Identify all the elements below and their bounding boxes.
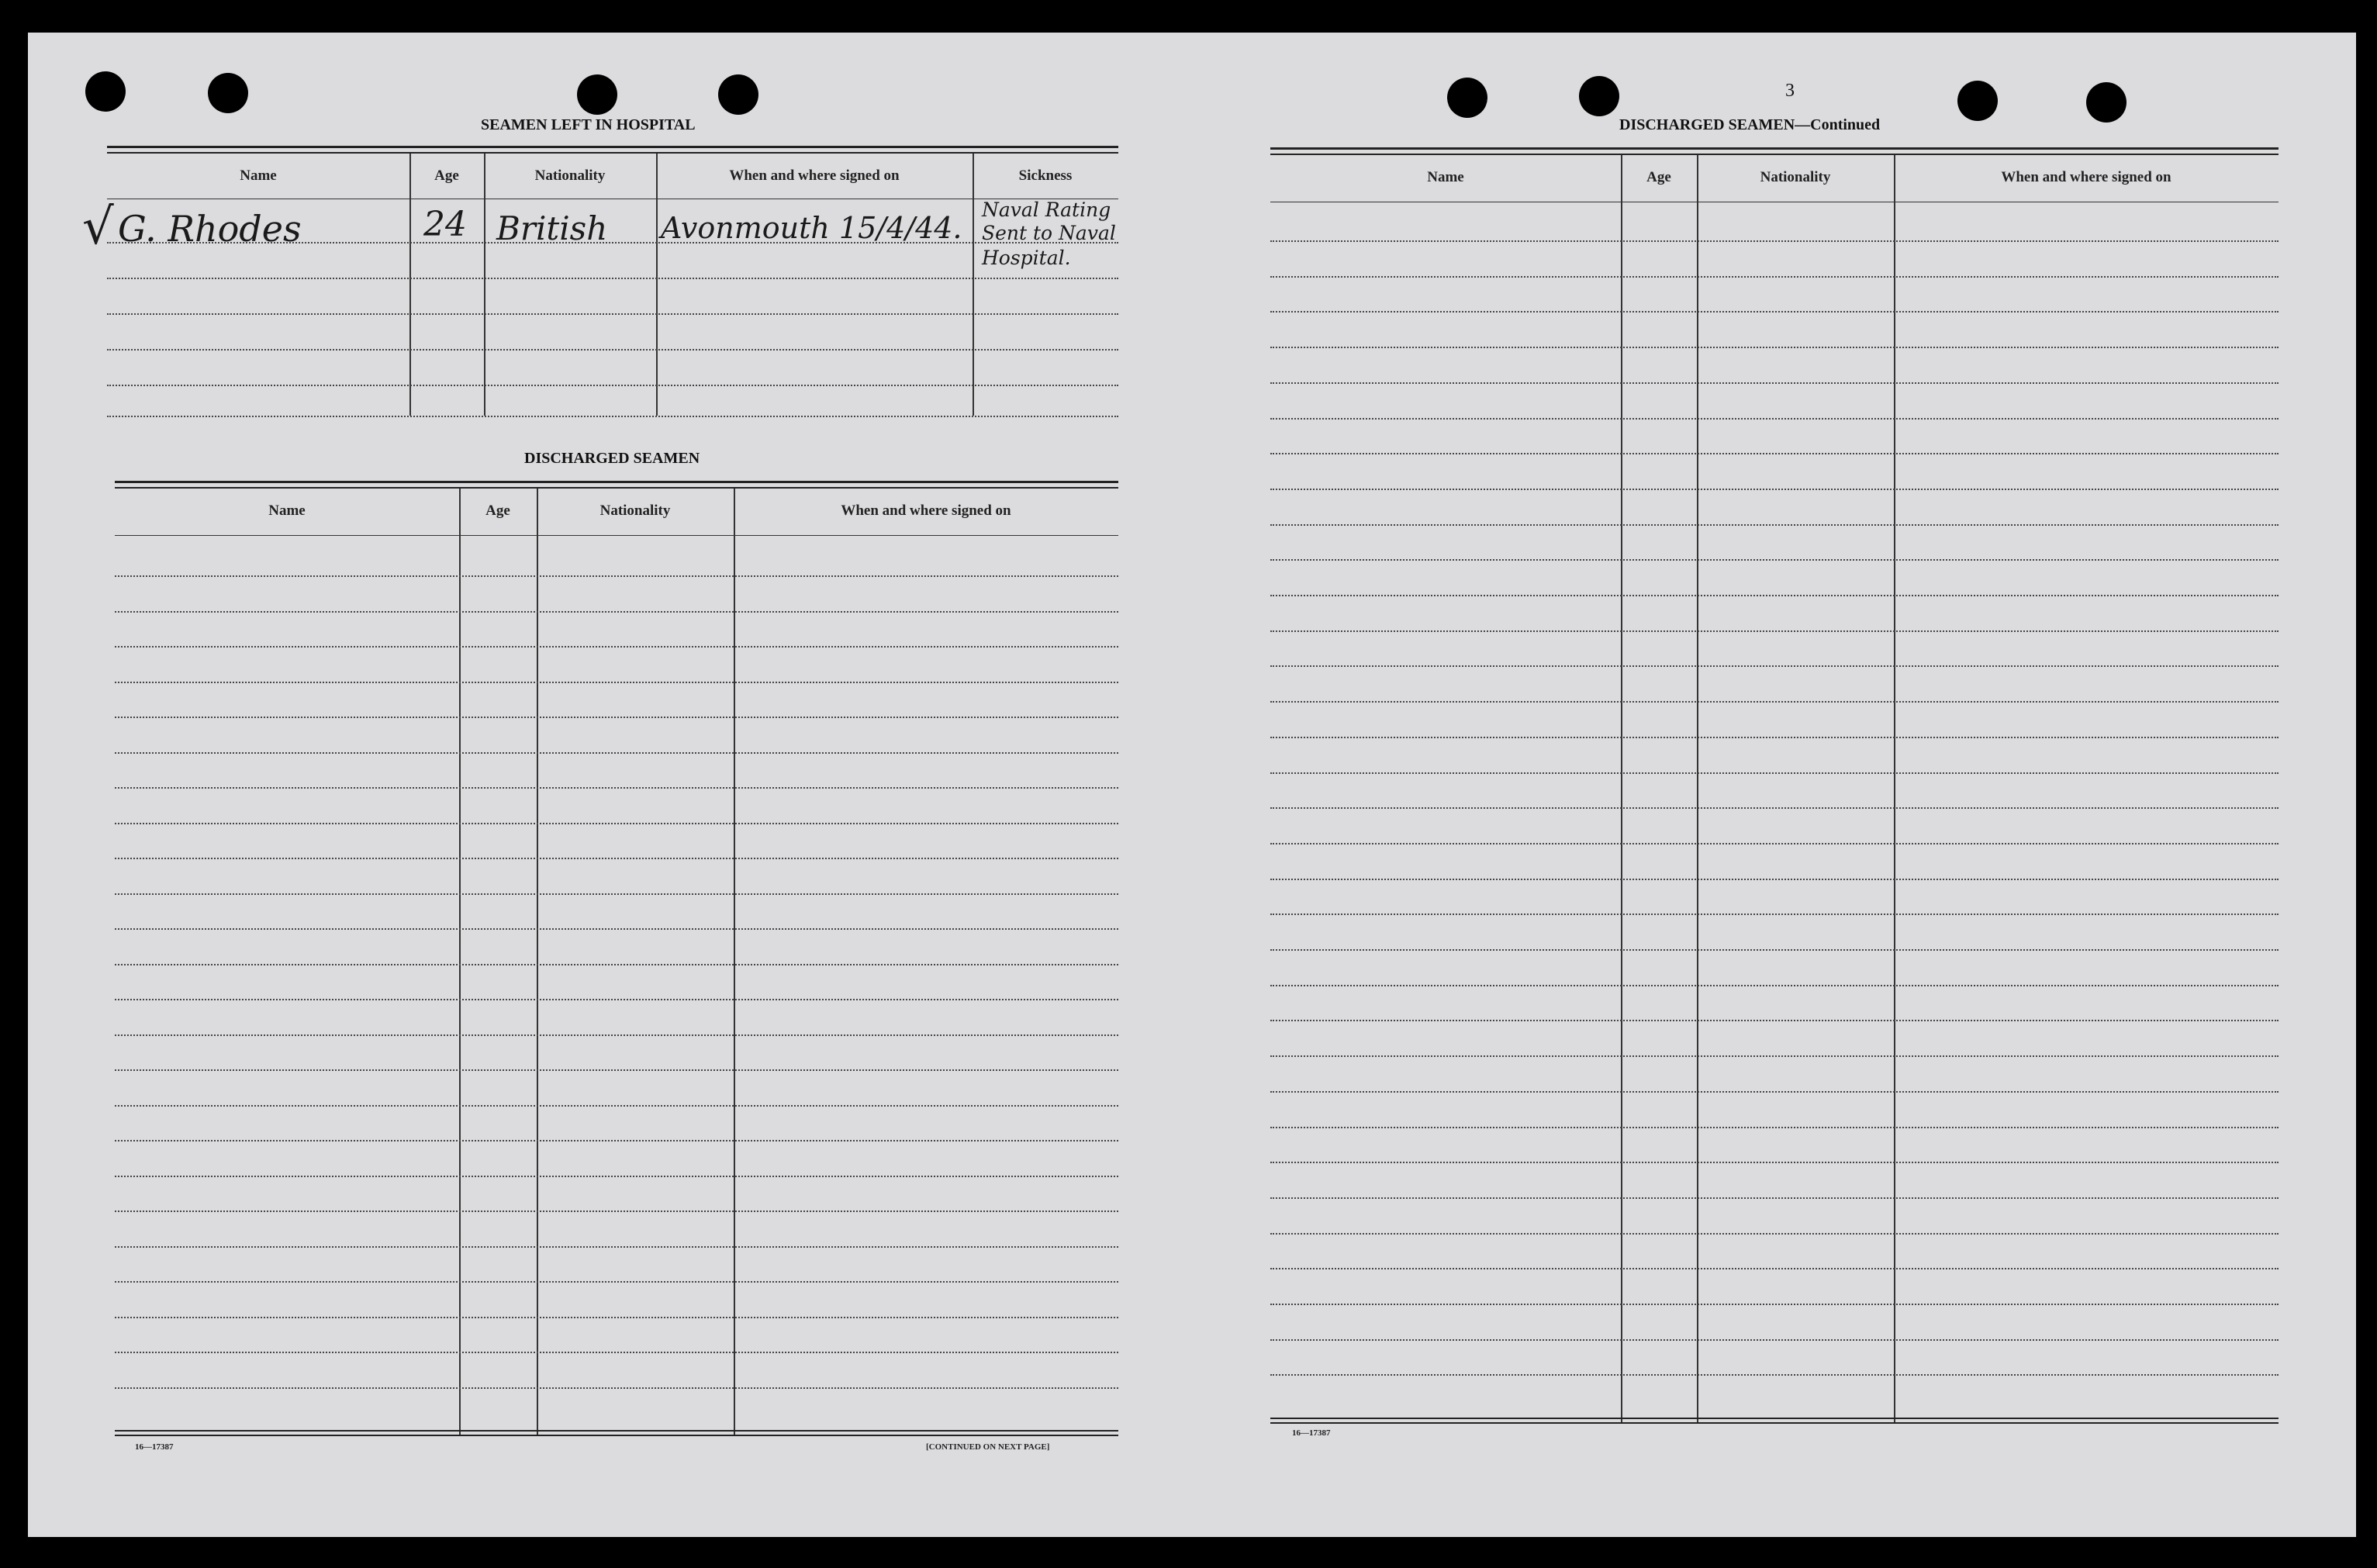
column-header-signed-on: When and where signed on xyxy=(841,503,1011,519)
ruled-line xyxy=(1270,489,2279,490)
ruled-line xyxy=(115,1387,1118,1389)
ruled-line xyxy=(115,1352,1118,1353)
ruled-line xyxy=(1270,595,2279,596)
ruled-line xyxy=(1270,1091,2279,1093)
hospital-section-title: SEAMEN LEFT IN HOSPITAL xyxy=(481,116,696,133)
ruled-line xyxy=(1270,347,2279,348)
entry-signed-on: Avonmouth 15/4/44. xyxy=(661,211,962,245)
ruled-line xyxy=(1270,701,2279,703)
ruled-line xyxy=(115,1176,1118,1177)
column-header-nationality: Nationality xyxy=(1760,169,1831,185)
ruled-line xyxy=(115,858,1118,859)
ruled-line xyxy=(1270,559,2279,561)
ruled-line xyxy=(1270,1055,2279,1057)
entry-sickness-line2: Sent to Naval xyxy=(982,222,1116,244)
ruled-line xyxy=(115,646,1118,648)
ruled-line xyxy=(1270,1127,2279,1128)
ruled-line xyxy=(115,823,1118,824)
ruled-line xyxy=(1270,807,2279,809)
ruled-line xyxy=(1270,418,2279,420)
entry-nationality: British xyxy=(496,209,608,247)
ruled-line xyxy=(1270,737,2279,738)
continued-note: [CONTINUED ON NEXT PAGE] xyxy=(926,1442,1050,1452)
ruled-line xyxy=(1270,985,2279,986)
ruled-line xyxy=(115,682,1118,683)
discharged-table xyxy=(115,479,1118,1436)
column-header-age: Age xyxy=(485,503,510,519)
ruled-line xyxy=(115,999,1118,1000)
column-header-name: Name xyxy=(1427,169,1464,185)
punch-hole xyxy=(2086,82,2127,123)
discharged-continued-table xyxy=(1270,146,2279,1424)
ruled-line xyxy=(1270,630,2279,632)
ruled-line xyxy=(1270,1020,2279,1021)
check-mark: √ xyxy=(82,199,114,256)
column-header-signed-on: When and where signed on xyxy=(2001,169,2171,185)
ruled-line xyxy=(1270,1197,2279,1199)
ruled-line xyxy=(115,1281,1118,1283)
ruled-line xyxy=(1270,1233,2279,1235)
column-header-nationality: Nationality xyxy=(599,503,671,519)
entry-sickness-line1: Naval Rating xyxy=(982,199,1111,221)
punch-hole xyxy=(1579,76,1619,116)
entry-age: 24 xyxy=(423,205,467,244)
ruled-line xyxy=(115,1140,1118,1141)
ruled-line xyxy=(1270,240,2279,242)
ruled-line xyxy=(115,964,1118,965)
ruled-line xyxy=(115,1034,1118,1036)
form-number: 16—17387 xyxy=(135,1442,174,1452)
ruled-line xyxy=(115,717,1118,718)
ruled-line xyxy=(1270,1162,2279,1163)
punch-hole xyxy=(208,73,248,113)
ruled-line xyxy=(115,928,1118,930)
ruled-line xyxy=(115,1105,1118,1107)
ruled-line xyxy=(1270,665,2279,667)
ruled-line xyxy=(115,575,1118,577)
column-header-age: Age xyxy=(434,168,459,184)
punch-hole xyxy=(85,71,126,112)
punch-hole xyxy=(1957,81,1998,121)
ruled-line xyxy=(1270,1339,2279,1341)
ruled-line xyxy=(1270,524,2279,526)
hospital-table xyxy=(107,144,1118,423)
punch-hole xyxy=(1447,78,1487,118)
ruled-line xyxy=(1270,382,2279,384)
column-header-signed-on: When and where signed on xyxy=(729,168,900,184)
punch-hole xyxy=(577,74,617,115)
ruled-line xyxy=(1270,1374,2279,1376)
ruled-line xyxy=(1270,1304,2279,1305)
ruled-line xyxy=(1270,843,2279,844)
ruled-line xyxy=(115,1317,1118,1318)
ruled-line xyxy=(115,1246,1118,1248)
column-header-sickness: Sickness xyxy=(1018,168,1073,184)
ruled-line xyxy=(115,1211,1118,1212)
ruled-line xyxy=(1270,1268,2279,1269)
entry-sickness-line3: Hospital. xyxy=(982,247,1071,269)
ruled-line xyxy=(115,787,1118,789)
ruled-line xyxy=(1270,453,2279,454)
column-header-name: Name xyxy=(240,168,277,184)
ruled-line xyxy=(1270,949,2279,951)
discharged-section-title: DISCHARGED SEAMEN xyxy=(524,450,700,467)
ruled-line xyxy=(1270,276,2279,278)
ruled-line xyxy=(1270,311,2279,313)
ruled-line xyxy=(115,611,1118,613)
punch-hole xyxy=(718,74,758,115)
column-header-name: Name xyxy=(268,503,306,519)
entry-name: G. Rhodes xyxy=(118,208,302,250)
ruled-line xyxy=(115,752,1118,754)
ruled-line xyxy=(115,893,1118,895)
discharged-continued-title: DISCHARGED SEAMEN—Continued xyxy=(1619,116,1881,133)
ruled-line xyxy=(115,1069,1118,1071)
form-number: 16—17387 xyxy=(1292,1428,1331,1438)
column-header-nationality: Nationality xyxy=(534,168,606,184)
column-header-age: Age xyxy=(1646,169,1671,185)
ruled-line xyxy=(1270,772,2279,774)
ruled-line xyxy=(1270,879,2279,880)
ruled-line xyxy=(1270,914,2279,915)
page-number: 3 xyxy=(1785,81,1795,101)
